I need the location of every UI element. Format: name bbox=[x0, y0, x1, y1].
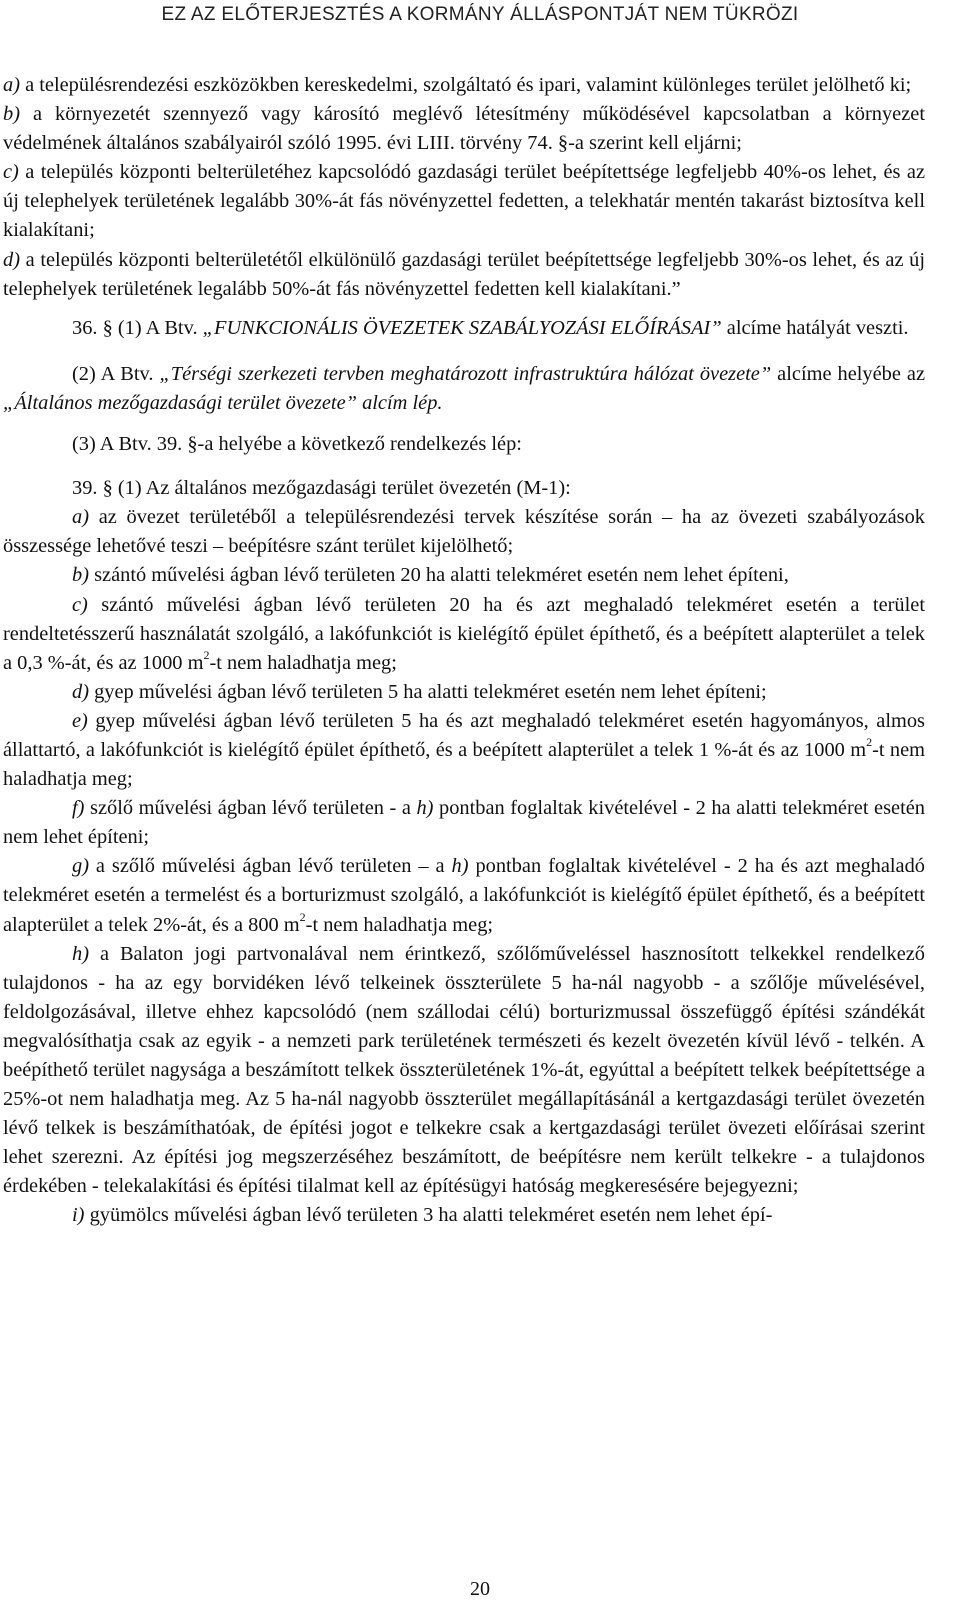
paragraph-a-commercial bbox=[3, 71, 925, 100]
paragraph-c-central-area bbox=[3, 158, 925, 245]
point-h bbox=[3, 940, 925, 1202]
point-text-end: -t nem haladhatja meg; bbox=[3, 738, 925, 791]
superscript: 2 bbox=[299, 909, 306, 924]
point-text: az övezet területéből a településrendezési tervek készítése során – ha az övezeti szabályozások összessége lehetővé teszi – beépítésre szánt terület kijelölhető; bbox=[3, 506, 925, 558]
item-label: h) bbox=[72, 942, 89, 965]
point-text: gyümölcs művelési ágban lévő területen 3 ha alatti telekméret esetén nem lehet épí- bbox=[84, 1204, 773, 1227]
page-header: EZ AZ ELŐTERJESZTÉS A KORMÁNY ÁLLÁSPONTJÁT NEM TÜKRÖZI bbox=[161, 4, 799, 25]
paragraph-text: a település központi belterületétől elkülönülő gazdasági terület beépítettsége legfeljebb 30%-os lehet, és az új telephelyek területének legalább 50%-át fás növényzettel fedetten kell kialakítani.” bbox=[3, 248, 925, 300]
item-label: i) bbox=[72, 1204, 85, 1227]
point-g bbox=[3, 852, 925, 939]
paragraph-b-environment bbox=[3, 100, 925, 158]
point-text: szántó művelési ágban lévő területen 20 ha és azt meghaladó telekméret esetén a terület rendeltetésszerű használatát szolgáló, a lakófunkciót is kielégítő épület építhető, és a beépített alapterület a telek a 0,3 %-át, és az 1000 m bbox=[3, 593, 925, 674]
point-text: a szőlő művelési ágban lévő területen – a bbox=[89, 855, 452, 878]
point-d bbox=[3, 678, 925, 707]
section-suffix: alcíme hatályát veszti. bbox=[721, 316, 909, 339]
item-label: d) bbox=[3, 248, 20, 271]
point-b bbox=[3, 561, 925, 590]
section-middle: alcíme helyébe az bbox=[771, 362, 925, 385]
point-text: gyep művelési ágban lévő területen 5 ha és azt meghaladó telekméret esetén hagyományos, almos állattartó, a lakófunkciót is kielégítő épület építhető, és a beépített alapterület a telek 1 %-át és az 1000 m bbox=[3, 709, 925, 761]
section-title-italic: „FUNKCIONÁLIS ÖVEZETEK SZABÁLYOZÁSI ELŐÍRÁSAI” bbox=[202, 316, 722, 339]
paragraph-text: a település központi belterületéhez kapcsolódó gazdasági terület beépítettsége legfeljebb 40%-os lehet, és az új telephelyek területének legalább 30%-át fás növényzettel fedetten, a telekhatár mentén takarást biztosítva kell kialakítani; bbox=[3, 161, 925, 242]
section-title-italic: „Térségi szerkezeti tervben meghatározott infrastruktúra hálózat övezete” bbox=[159, 362, 772, 385]
point-e bbox=[3, 707, 925, 794]
point-text-end: -t nem haladhatja meg; bbox=[305, 913, 494, 936]
section-36-2 bbox=[3, 360, 925, 418]
superscript: 2 bbox=[203, 647, 210, 662]
point-a bbox=[3, 503, 925, 561]
item-label: b) bbox=[72, 564, 89, 587]
item-reference: h) bbox=[451, 855, 469, 878]
item-label: a) bbox=[3, 74, 20, 96]
page-number: 20 bbox=[470, 1578, 490, 1600]
point-text: gyep művelési ágban lévő területen 5 ha alatti telekméret esetén nem lehet építeni; bbox=[89, 680, 767, 703]
item-label: a) bbox=[72, 506, 89, 529]
point-c bbox=[3, 591, 925, 678]
section-36-1 bbox=[3, 314, 925, 343]
paragraph-text: a környezetét szennyező vagy károsító meglévő létesítmény működésével kapcsolatban a környezet védelmének általános szabályairól szóló 1995. évi LIII. törvény 74. §-a szerint kell eljárni; bbox=[3, 103, 925, 155]
section-prefix: 36. § (1) A Btv. bbox=[72, 316, 203, 339]
item-label: e) bbox=[72, 709, 88, 732]
paragraph-text: a településrendezési eszközökben kereskedelmi, szolgáltató és ipari, valamint különleges terület jelölhető ki; bbox=[20, 74, 912, 96]
section-prefix: (2) A Btv. bbox=[72, 362, 160, 385]
item-label: f) bbox=[72, 797, 85, 820]
paragraph-d-separate-area bbox=[3, 246, 925, 304]
section-39-heading: 39. § (1) Az általános mezőgazdasági terület övezetén (M-1): bbox=[72, 477, 571, 500]
point-i bbox=[3, 1201, 925, 1230]
item-label: c) bbox=[3, 161, 19, 184]
point-text-mid: pontban foglaltak kivételével - 2 ha és azt meghaladó telekméret esetén a termelést és a borturizmust szolgáló, a lakófunkciót is kielégítő épület építhető, és a beépített alapterület a telek 2%-át, és a 800 m bbox=[3, 855, 925, 936]
item-label: b) bbox=[3, 103, 20, 126]
point-f bbox=[3, 794, 925, 852]
item-label: d) bbox=[72, 680, 89, 703]
superscript: 2 bbox=[866, 735, 873, 750]
item-reference: h) bbox=[416, 797, 434, 820]
point-text-end: pontban foglaltak kivételével - 2 ha alatti telekméret esetén nem lehet építeni; bbox=[3, 797, 925, 849]
document-body bbox=[3, 71, 925, 1231]
section-new-title-italic: „Általános mezőgazdasági terület övezete” alcím lép. bbox=[3, 391, 443, 414]
item-label: c) bbox=[72, 593, 88, 616]
point-text: szántó művelési ágban lévő területen 20 ha alatti telekméret esetén nem lehet építeni, bbox=[89, 564, 789, 587]
point-text: szőlő művelési ágban lévő területen - a bbox=[84, 797, 417, 820]
point-text: a Balaton jogi partvonalával nem érintkező, szőlőműveléssel hasznosított telkekkel rendelkező tulajdonos - ha az egy borvidéken lévő telkeinek összterülete 5 ha-nál nagyobb - a szőlője művelésével, feldolgozásával, illetve ehhez kapcsolódó (nem szállodai célú) borturizmussal összefüggő építési szándékát megvalósíthatja csak az egyik - a nemzeti park területének természeti és kezelt övezetén kívül lévő - telkén. A beépíthető terület nagysága a beszámított telkek összterületének 1%-át, egyúttal a beépített telkek beépítettsége a 25%-ot nem haladhatja meg. Az 5 ha-nál nagyobb összterület megállapításánál a kertgazdasági terület övezetén lévő telkek is beszámíthatóak, de építési jogot e telkekre csak a kertgazdasági terület övezeti előírásai szerint lehet szerezni. Az építési jog megszerzéséhez beszámított, de beépítésre nem került telkekre - a tulajdonos érdekében - telekalakítási és építési tilalmat kell az építésügyi hatóság megkeresésére bejegyezni; bbox=[3, 942, 925, 1198]
point-text-end: -t nem haladhatja meg; bbox=[209, 651, 397, 674]
item-label: g) bbox=[72, 855, 89, 878]
section-36-3: (3) A Btv. 39. §-a helyébe a következő rendelkezés lép: bbox=[72, 433, 522, 456]
